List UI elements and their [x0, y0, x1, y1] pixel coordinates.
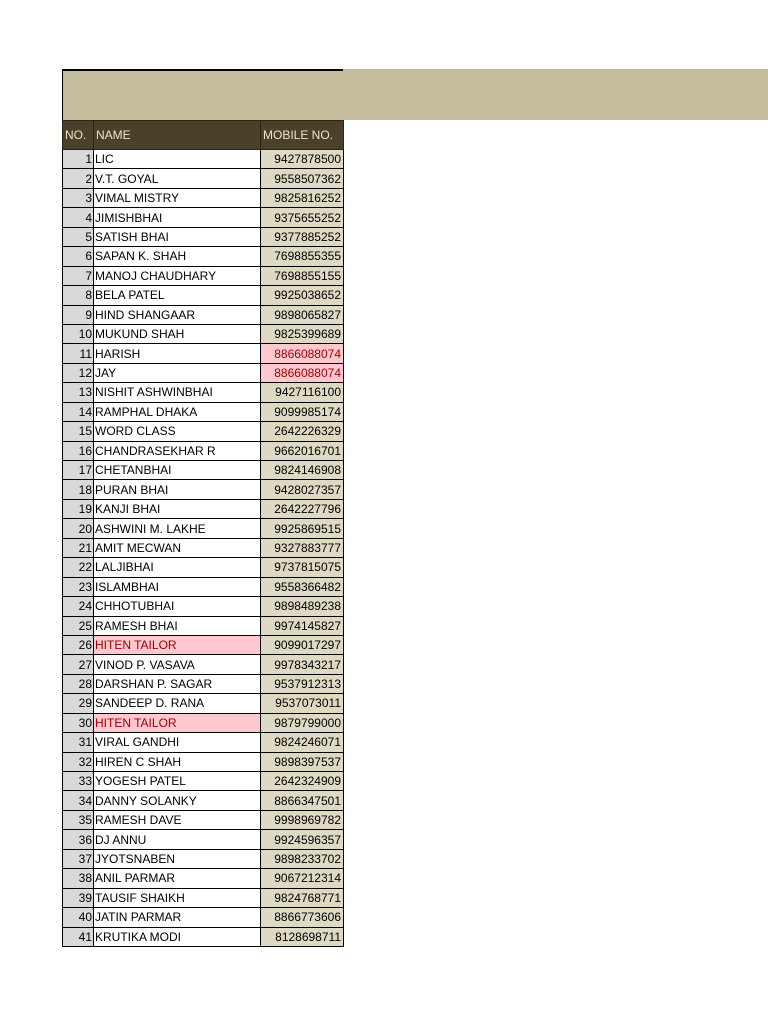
row-number-cell[interactable]: 9 — [63, 305, 94, 324]
mobile-cell[interactable]: 9825399689 — [261, 324, 344, 343]
row-number-cell[interactable]: 8 — [63, 286, 94, 305]
table-row — [63, 869, 344, 888]
mobile-cell[interactable]: 9898065827 — [261, 305, 344, 324]
mobile-cell[interactable]: 9099017297 — [261, 635, 344, 654]
table-row — [63, 266, 344, 285]
mobile-cell[interactable]: 9067212314 — [261, 869, 344, 888]
row-number-cell[interactable]: 29 — [63, 694, 94, 713]
row-number-cell[interactable]: 23 — [63, 577, 94, 596]
table-row — [63, 616, 344, 635]
mobile-cell[interactable]: 8866088074 — [261, 344, 344, 363]
name-cell[interactable]: DJ ANNU — [94, 830, 261, 849]
name-cell[interactable]: PURAN BHAI — [94, 480, 261, 499]
name-cell[interactable]: SAPAN K. SHAH — [94, 247, 261, 266]
name-cell[interactable]: MANOJ CHAUDHARY — [94, 266, 261, 285]
mobile-cell[interactable]: 9998969782 — [261, 810, 344, 829]
table-row — [63, 849, 344, 868]
table-row — [63, 791, 344, 810]
table-row — [63, 772, 344, 791]
name-cell[interactable]: KANJI BHAI — [94, 499, 261, 518]
row-number-cell[interactable]: 33 — [63, 772, 94, 791]
table-row — [63, 597, 344, 616]
table-row — [63, 713, 344, 732]
mobile-cell[interactable]: 8128698711 — [261, 927, 344, 946]
name-cell[interactable]: DANNY SOLANKY — [94, 791, 261, 810]
mobile-cell[interactable]: 9925038652 — [261, 286, 344, 305]
table-row — [63, 752, 344, 771]
row-number-cell[interactable]: 3 — [63, 188, 94, 207]
row-number-cell[interactable]: 12 — [63, 363, 94, 382]
name-cell[interactable]: WORD CLASS — [94, 422, 261, 441]
name-cell[interactable]: VINOD P. VASAVA — [94, 655, 261, 674]
name-cell[interactable]: YOGESH PATEL — [94, 772, 261, 791]
table-row — [63, 538, 344, 557]
header-no[interactable]: NO. — [63, 121, 94, 150]
row-number-cell[interactable]: 32 — [63, 752, 94, 771]
mobile-cell[interactable]: 9558507362 — [261, 169, 344, 188]
name-cell[interactable]: V.T. GOYAL — [94, 169, 261, 188]
mobile-cell[interactable]: 9824768771 — [261, 888, 344, 907]
mobile-cell[interactable]: 9558366482 — [261, 577, 344, 596]
mobile-cell[interactable]: 8866088074 — [261, 363, 344, 382]
table-row — [63, 383, 344, 402]
table-row — [63, 830, 344, 849]
name-cell[interactable]: HITEN TAILOR — [94, 713, 261, 732]
row-number-cell[interactable]: 38 — [63, 869, 94, 888]
mobile-cell[interactable]: 9428027357 — [261, 480, 344, 499]
name-cell[interactable]: TAUSIF SHAIKH — [94, 888, 261, 907]
row-number-cell[interactable]: 24 — [63, 597, 94, 616]
row-number-cell[interactable]: 25 — [63, 616, 94, 635]
mobile-cell[interactable]: 9327883777 — [261, 538, 344, 557]
header-mobile[interactable]: MOBILE NO. — [261, 121, 344, 150]
row-number-cell[interactable]: 11 — [63, 344, 94, 363]
row-number-cell[interactable]: 18 — [63, 480, 94, 499]
table-row — [63, 247, 344, 266]
row-number-cell[interactable]: 22 — [63, 558, 94, 577]
table-row — [63, 402, 344, 421]
table-row — [63, 461, 344, 480]
mobile-cell[interactable]: 9737815075 — [261, 558, 344, 577]
table-row — [63, 480, 344, 499]
row-number-cell[interactable]: 17 — [63, 461, 94, 480]
row-number-cell[interactable]: 40 — [63, 908, 94, 927]
name-cell[interactable]: AMIT MECWAN — [94, 538, 261, 557]
name-cell[interactable]: CHETANBHAI — [94, 461, 261, 480]
mobile-cell[interactable]: 9537073011 — [261, 694, 344, 713]
table-row — [63, 888, 344, 907]
row-number-cell[interactable]: 5 — [63, 227, 94, 246]
mobile-cell[interactable]: 9824146908 — [261, 461, 344, 480]
row-number-cell[interactable]: 26 — [63, 635, 94, 654]
row-number-cell[interactable]: 7 — [63, 266, 94, 285]
mobile-cell[interactable]: 9879799000 — [261, 713, 344, 732]
mobile-cell[interactable]: 8866347501 — [261, 791, 344, 810]
row-number-cell[interactable]: 41 — [63, 927, 94, 946]
name-cell[interactable]: ASHWINI M. LAKHE — [94, 519, 261, 538]
mobile-cell[interactable]: 9377885252 — [261, 227, 344, 246]
row-number-cell[interactable]: 36 — [63, 830, 94, 849]
row-number-cell[interactable]: 34 — [63, 791, 94, 810]
mobile-cell[interactable]: 2642227796 — [261, 499, 344, 518]
row-number-cell[interactable]: 13 — [63, 383, 94, 402]
table-row — [63, 188, 344, 207]
table-row — [63, 810, 344, 829]
name-cell[interactable]: ISLAMBHAI — [94, 577, 261, 596]
mobile-cell[interactable]: 9099985174 — [261, 402, 344, 421]
mobile-cell[interactable]: 9924596357 — [261, 830, 344, 849]
title-band — [343, 69, 768, 120]
name-cell[interactable]: JATIN PARMAR — [94, 908, 261, 927]
table-row — [63, 908, 344, 927]
mobile-cell[interactable]: 9898489238 — [261, 597, 344, 616]
table-row — [63, 324, 344, 343]
name-cell[interactable]: LALJIBHAI — [94, 558, 261, 577]
row-number-cell[interactable]: 35 — [63, 810, 94, 829]
contact-table — [62, 120, 344, 947]
table-row — [63, 344, 344, 363]
table-row — [63, 227, 344, 246]
mobile-cell[interactable]: 9898397537 — [261, 752, 344, 771]
row-number-cell[interactable]: 6 — [63, 247, 94, 266]
table-row — [63, 169, 344, 188]
row-number-cell[interactable]: 39 — [63, 888, 94, 907]
table-row — [63, 305, 344, 324]
name-cell[interactable]: RAMPHAL DHAKA — [94, 402, 261, 421]
row-number-cell[interactable]: 14 — [63, 402, 94, 421]
name-cell[interactable]: KRUTIKA MODI — [94, 927, 261, 946]
row-number-cell[interactable]: 10 — [63, 324, 94, 343]
mobile-cell[interactable]: 2642324909 — [261, 772, 344, 791]
table-row — [63, 694, 344, 713]
row-number-cell[interactable]: 21 — [63, 538, 94, 557]
name-cell[interactable]: VIRAL GANDHI — [94, 733, 261, 752]
table-row — [63, 286, 344, 305]
table-row — [63, 422, 344, 441]
mobile-cell[interactable]: 7698855355 — [261, 247, 344, 266]
name-cell[interactable]: SATISH BHAI — [94, 227, 261, 246]
table-row — [63, 655, 344, 674]
mobile-cell[interactable]: 9825816252 — [261, 188, 344, 207]
table-row — [63, 519, 344, 538]
mobile-cell[interactable]: 9824246071 — [261, 733, 344, 752]
name-cell[interactable]: HIREN C SHAH — [94, 752, 261, 771]
name-cell[interactable]: HITEN TAILOR — [94, 635, 261, 654]
table-row — [63, 674, 344, 693]
mobile-cell[interactable]: 9898233702 — [261, 849, 344, 868]
mobile-cell[interactable]: 9925869515 — [261, 519, 344, 538]
name-cell[interactable]: RAMESH BHAI — [94, 616, 261, 635]
name-cell[interactable]: CHHOTUBHAI — [94, 597, 261, 616]
row-number-cell[interactable]: 16 — [63, 441, 94, 460]
name-cell[interactable]: BELA PATEL — [94, 286, 261, 305]
mobile-cell[interactable]: 9537912313 — [261, 674, 344, 693]
row-number-cell[interactable]: 28 — [63, 674, 94, 693]
row-number-cell[interactable]: 37 — [63, 849, 94, 868]
table-row — [63, 558, 344, 577]
table-row — [63, 635, 344, 654]
mobile-cell[interactable]: 9427116100 — [261, 383, 344, 402]
name-cell[interactable]: JIMISHBHAI — [94, 208, 261, 227]
name-cell[interactable]: MUKUND SHAH — [94, 324, 261, 343]
name-cell[interactable]: JYOTSNABEN — [94, 849, 261, 868]
name-cell[interactable]: ANIL PARMAR — [94, 869, 261, 888]
table-row — [63, 441, 344, 460]
mobile-cell[interactable]: 9974145827 — [261, 616, 344, 635]
table-row — [63, 577, 344, 596]
table-row — [63, 208, 344, 227]
table-row — [63, 150, 344, 169]
mobile-cell[interactable]: 9662016701 — [261, 441, 344, 460]
name-cell[interactable]: NISHIT ASHWINBHAI — [94, 383, 261, 402]
table-row — [63, 733, 344, 752]
row-number-cell[interactable]: 19 — [63, 499, 94, 518]
mobile-cell[interactable]: 7698855155 — [261, 266, 344, 285]
header-name[interactable]: NAME — [94, 121, 261, 150]
row-number-cell[interactable]: 1 — [63, 150, 94, 169]
table-row — [63, 927, 344, 946]
row-number-cell[interactable]: 30 — [63, 713, 94, 732]
row-number-cell[interactable]: 15 — [63, 422, 94, 441]
name-cell[interactable]: HIND SHANGAAR — [94, 305, 261, 324]
row-number-cell[interactable]: 2 — [63, 169, 94, 188]
table-body — [63, 150, 344, 947]
mobile-cell[interactable]: 8866773606 — [261, 908, 344, 927]
mobile-cell[interactable]: 9375655252 — [261, 208, 344, 227]
mobile-cell[interactable]: 2642226329 — [261, 422, 344, 441]
name-cell[interactable]: SANDEEP D. RANA — [94, 694, 261, 713]
name-cell[interactable]: CHANDRASEKHAR R — [94, 441, 261, 460]
title-cell[interactable] — [62, 69, 343, 120]
name-cell[interactable]: LIC — [94, 150, 261, 169]
table-row — [63, 363, 344, 382]
table-header — [63, 121, 344, 150]
name-cell[interactable]: JAY — [94, 363, 261, 382]
row-number-cell[interactable]: 31 — [63, 733, 94, 752]
name-cell[interactable]: VIMAL MISTRY — [94, 188, 261, 207]
row-number-cell[interactable]: 4 — [63, 208, 94, 227]
name-cell[interactable]: DARSHAN P. SAGAR — [94, 674, 261, 693]
name-cell[interactable]: HARISH — [94, 344, 261, 363]
mobile-cell[interactable]: 9978343217 — [261, 655, 344, 674]
table-row — [63, 499, 344, 518]
row-number-cell[interactable]: 27 — [63, 655, 94, 674]
row-number-cell[interactable]: 20 — [63, 519, 94, 538]
header-row — [63, 121, 344, 150]
name-cell[interactable]: RAMESH DAVE — [94, 810, 261, 829]
mobile-cell[interactable]: 9427878500 — [261, 150, 344, 169]
